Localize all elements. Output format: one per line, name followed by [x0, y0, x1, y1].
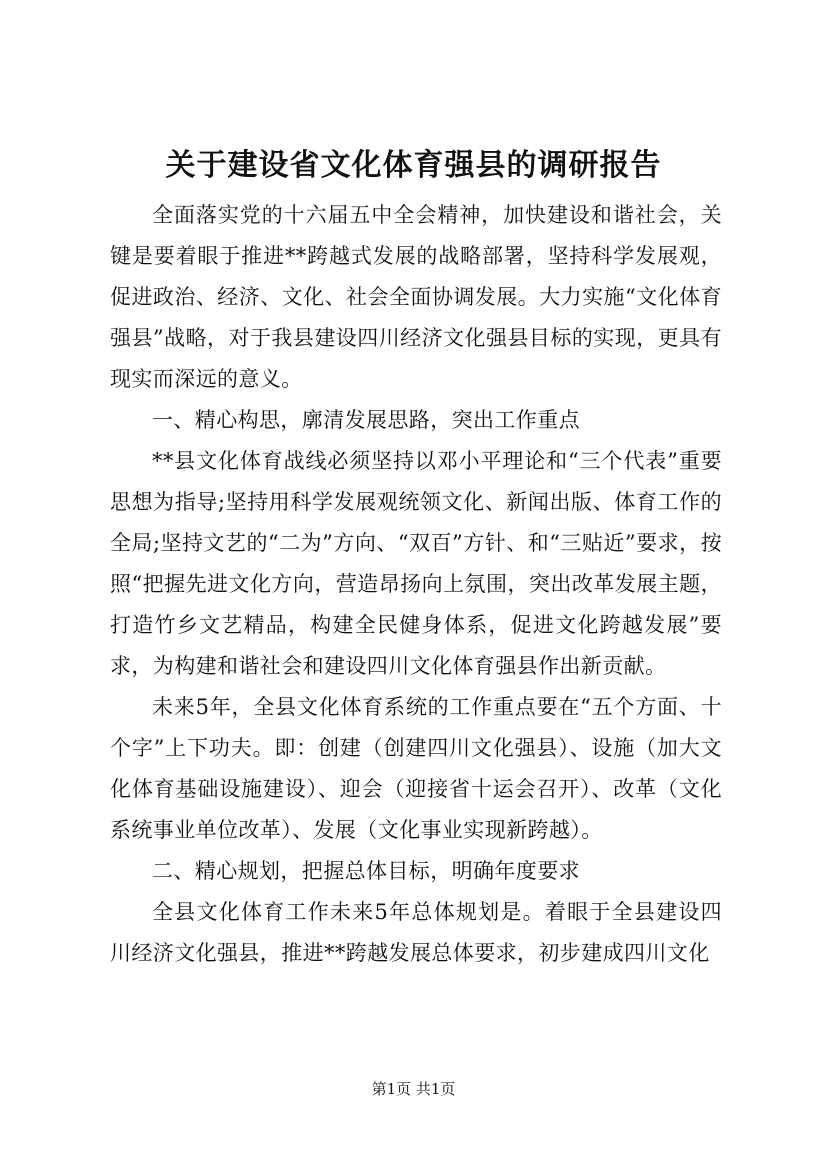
section-heading-2: 二、精心规划，把握总体目标，明确年度要求: [152, 859, 580, 883]
paragraph-focus: 未来5年，全县文化体育系统的工作重点要在“五个方面、十个字”上下功夫。即：创建（创建四川文化强县）、设施（加大文化体育基础设施建设）、迎会（迎接省十运会召开）、改革（文化系统事业单位改革）、发展（文化事业实现新跨越）。: [110, 695, 722, 842]
paragraph-plan: 全县文化体育工作未来5年总体规划是。着眼于全县建设四川经济文化强县，推进**跨越发展总体要求，初步建成四川文化: [110, 900, 722, 965]
paragraph-intro: 全面落实党的十六届五中全会精神，加快建设和谐社会，关键是要着眼于推进**跨越式发展的战略部署，坚持科学发展观，促进政治、经济、文化、社会全面协调发展。大力实施“文化体育强县”战略，对于我县建设四川经济文化强县目标的实现，更具有现实而深远的意义。: [110, 203, 722, 391]
section-heading-1: 一、精心构思，廓清发展思路，突出工作重点: [152, 408, 580, 432]
page-footer: 第1页 共1页: [371, 1080, 456, 1098]
paragraph-guidance: **县文化体育战线必须坚持以邓小平理论和“三个代表”重要思想为指导;坚持用科学发展观统领文化、新闻出版、体育工作的全局;坚持文艺的“二为”方向、“双百”方针、和“三贴近”要求，按照“把握先进文化方向，营造昂扬向上氛围，突出改革发展主题，打造竹乡文艺精品，构建全民健身体系，促进文化跨越发展”要求，为构建和谐社会和建设四川文化体育强县作出新贡献。: [110, 449, 722, 678]
document-body: [110, 195, 722, 974]
document-title: 关于建设省文化体育强县的调研报告: [165, 148, 662, 183]
